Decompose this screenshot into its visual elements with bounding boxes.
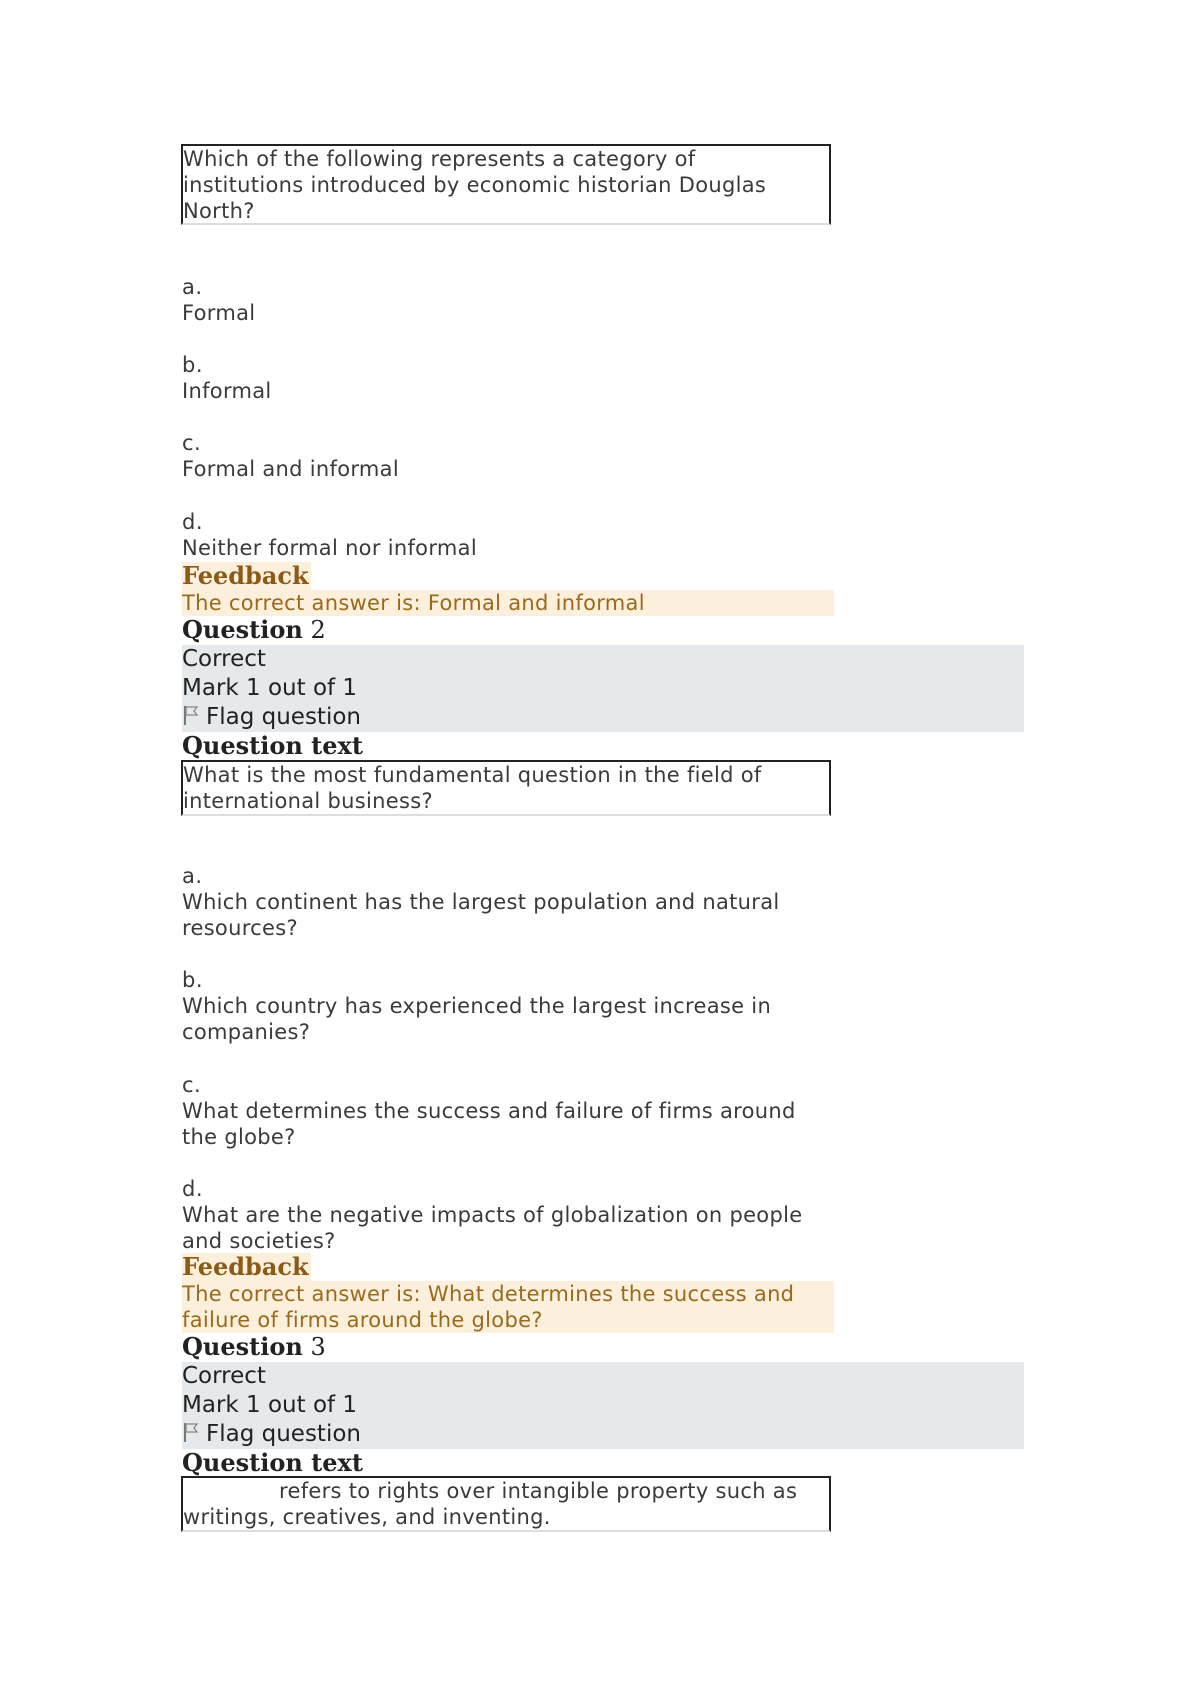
q1-feedback-text: The correct answer is: Formal and informal xyxy=(182,590,834,616)
q1-option-c-letter: c. xyxy=(182,431,202,455)
question-2-text-line: What is the most fundamental question in the field of xyxy=(183,763,762,787)
q2-option-b[interactable] xyxy=(182,993,842,1045)
question-3-text-box xyxy=(181,1476,831,1532)
q1-option-b[interactable]: Informal xyxy=(182,379,272,403)
question-2-mark: Mark 1 out of 1 xyxy=(182,675,358,701)
question-2-text-heading: Question text xyxy=(182,731,363,760)
q1-option-b-letter: b. xyxy=(182,353,204,377)
flag-question-label: Flag question xyxy=(206,704,361,730)
question-label: Question xyxy=(182,615,303,644)
question-2-info-panel xyxy=(182,645,1024,732)
q2-option-c-letter: c. xyxy=(182,1073,202,1097)
feedback-line: failure of firms around the globe? xyxy=(182,1308,543,1332)
question-number: 2 xyxy=(310,616,326,644)
question-2-flag-button[interactable] xyxy=(182,703,1024,732)
question-3-text-heading: Question text xyxy=(182,1448,363,1477)
option-text-line: resources? xyxy=(182,916,298,940)
q1-option-d-letter: d. xyxy=(182,510,204,534)
q1-option-c[interactable]: Formal and informal xyxy=(182,457,399,481)
question-2-status: Correct xyxy=(182,646,266,672)
option-text-line: and societies? xyxy=(182,1229,336,1253)
q2-feedback-text xyxy=(182,1281,834,1333)
question-2-text-box xyxy=(181,760,831,816)
question-3-status: Correct xyxy=(182,1363,266,1389)
option-text-line: the globe? xyxy=(182,1125,296,1149)
question-3-flag-button[interactable] xyxy=(182,1420,1024,1449)
option-text-line: Which continent has the largest population and natural xyxy=(182,890,780,914)
question-1-text-line: Which of the following represents a category of xyxy=(183,147,696,171)
q2-option-b-letter: b. xyxy=(182,968,204,992)
question-number: 3 xyxy=(310,1333,326,1361)
question-label: Question xyxy=(182,1332,303,1361)
q1-option-a[interactable]: Formal xyxy=(182,301,256,325)
question-3-text-line: refers to rights over intangible property such as xyxy=(279,1479,798,1503)
q1-feedback-heading: Feedback xyxy=(182,561,309,590)
q2-option-a-letter: a. xyxy=(182,864,203,888)
q2-option-c[interactable] xyxy=(182,1098,842,1150)
question-3-text-line: writings, creatives, and inventing. xyxy=(183,1505,551,1529)
question-1-text-line: North? xyxy=(183,199,255,223)
q1-option-d[interactable]: Neither formal nor informal xyxy=(182,536,477,560)
option-text-line: companies? xyxy=(182,1020,311,1044)
question-2-heading xyxy=(182,616,326,644)
question-1-text-box xyxy=(181,144,831,225)
option-text-line: What are the negative impacts of globalization on people xyxy=(182,1203,803,1227)
flag-question-label: Flag question xyxy=(206,1421,361,1447)
feedback-line: The correct answer is: What determines the success and xyxy=(182,1282,795,1306)
question-1-text-line: institutions introduced by economic historian Douglas xyxy=(183,173,767,197)
option-text-line: Which country has experienced the largest increase in xyxy=(182,994,772,1018)
q2-option-d[interactable] xyxy=(182,1202,842,1254)
option-text-line: What determines the success and failure of firms around xyxy=(182,1099,796,1123)
q2-option-d-letter: d. xyxy=(182,1177,204,1201)
question-3-mark: Mark 1 out of 1 xyxy=(182,1392,358,1418)
q2-feedback-heading: Feedback xyxy=(182,1252,309,1281)
flag-icon xyxy=(182,704,202,726)
question-3-heading xyxy=(182,1333,326,1361)
question-3-info-panel xyxy=(182,1362,1024,1449)
q1-option-a-letter: a. xyxy=(182,275,203,299)
flag-icon xyxy=(182,1421,202,1443)
question-2-text-line: international business? xyxy=(183,789,433,813)
q2-option-a[interactable] xyxy=(182,889,842,941)
